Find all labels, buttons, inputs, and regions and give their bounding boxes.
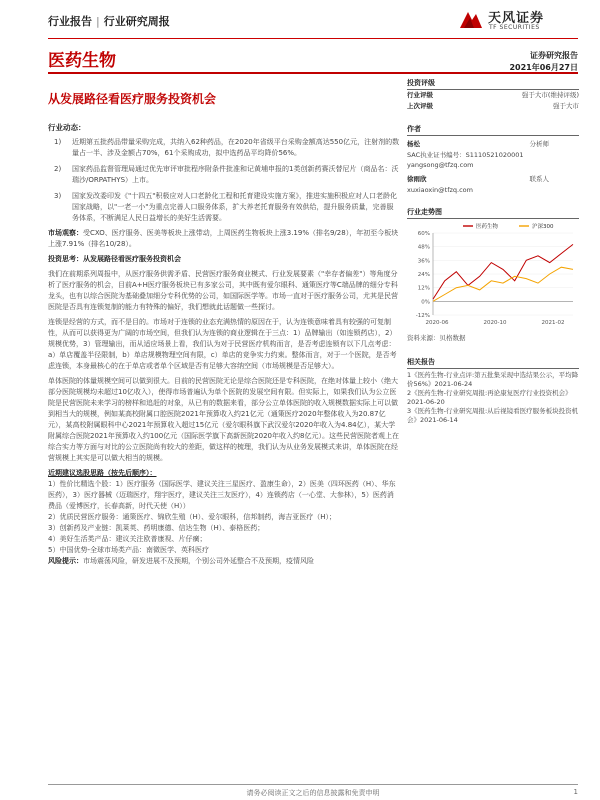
chart-heading: 行业走势图 (407, 207, 579, 219)
dynamics-heading: 行业动态： (48, 123, 86, 132)
y-tick-label: 24% (417, 272, 430, 278)
market-text: 受CXO、医疗服务、医美等板块上涨带动，上周医药生物板块上涨3.19%（排名9/28），年初至今板块上涨7.91%（排名10/28）。 (48, 229, 399, 248)
related-report-link[interactable]: 1《医药生物-行业点评:第五批集采现中选结果公示，平均降价56%》2021-06-24 (407, 371, 579, 388)
item-text: 国家药品监督管理局通过优先审评审批程序附条件批准和记黄埔申报的1类创新药赛沃替尼片（商品名：沃瑞沙/ORPATHYS）上市。 (72, 165, 399, 184)
x-tick-label: 2020-06 (425, 320, 449, 326)
brand-logo (458, 4, 568, 34)
y-tick-label: 60% (417, 231, 430, 237)
y-tick-label: 36% (417, 258, 430, 265)
item-text: 近期第五批药品带量采购完成，共纳入62种药品，在2020年省级平台采购金额高达550亿元，注射剂的数量占一半、涉及金额占70%，61个采购成功，拟中选药品平均降价56%。 (72, 138, 400, 157)
rating-label: 行业评级 (407, 91, 433, 99)
doc-date: 2021年06月27日 (509, 63, 578, 72)
dynamics-item (48, 164, 400, 186)
thinking-title: 从发展路径看医疗服务投资机会 (83, 255, 181, 263)
brand-name-en: TF SECURITIES (489, 24, 540, 31)
author-role: 联系人 (529, 175, 549, 183)
related-heading: 相关报告 (407, 357, 579, 369)
author-name: 徐雨欣 (407, 175, 427, 183)
author-email: xuxiaoxin@tfzq.com (407, 186, 473, 194)
market-paragraph (48, 228, 400, 250)
report-subtitle: 从发展路径看医疗服务投资机会 (48, 92, 217, 106)
author-cert: SAC执业证书编号：S1110521020001 (407, 151, 524, 159)
related-report-link[interactable]: 2《医药生物-行业研究周报:再论康复医疗行业投资机会》2021-06-20 (407, 389, 572, 406)
thinking-label: 投资思考： (48, 255, 83, 263)
author-row (407, 174, 579, 185)
brand-mark-icon (458, 6, 484, 32)
x-tick-label: 2020-10 (483, 320, 507, 326)
risk-label: 风险提示： (48, 557, 83, 565)
brand-name-cn: 天风证券 (488, 11, 545, 26)
trend-chart (407, 219, 579, 329)
pick-item: 1）性价比精选个股：1）医疗服务（国际医学、建议关注三星医疗、盈康生命），2）医美（四环医药（H）、华东医药），3）医疗器械（迈瑞医疗，翔宇医疗，建议关注三友医疗），4）连锁药店（一心堂、大参林），5）医药消费品（爱博医疗，长春高新，时代天使（H）） (48, 480, 396, 510)
page-title: 医药生物 (48, 51, 116, 71)
y-tick-label: 12% (417, 285, 430, 292)
rating-value: 强于大市(维持评级) (521, 91, 579, 99)
x-tick-label: 2021-02 (541, 320, 565, 326)
author-name: 杨松 (407, 140, 420, 148)
thinking-heading (48, 254, 400, 265)
series-line-2 (433, 267, 573, 301)
risk-text: 市场震荡风险，研发进展不及预期，个别公司外延整合不及预期，疫情风险 (83, 557, 314, 565)
item-number: 3) (54, 192, 62, 200)
pick-item: 4）美好生活类产品：建议关注欧普康视、片仔癀； (48, 535, 207, 543)
legend-label: 沪深300 (532, 224, 554, 230)
chart-source: 资料来源：贝格数据 (407, 334, 466, 342)
category-label: 行业报告 (48, 15, 92, 28)
market-label: 市场观察： (48, 229, 83, 237)
risk-paragraph (48, 556, 400, 567)
title-divider (48, 72, 578, 74)
author-email: yangsong@tfzq.com (407, 161, 474, 169)
item-number: 2) (54, 165, 62, 173)
rating-heading: 投资评级 (407, 78, 579, 90)
related-report-link[interactable]: 3《医药生物-行业研究周报:从后视镜看医疗服务板块投资机会》2021-06-14 (407, 407, 579, 424)
picks-heading: 近期建议选股思路（按先后顺序）： (48, 469, 157, 477)
prev-rating-value: 强于大市 (553, 102, 579, 110)
category-separator: | (96, 15, 100, 28)
category-sub-label: 行业研究周报 (103, 15, 170, 28)
sidebar (407, 78, 579, 425)
footer-divider (48, 784, 578, 785)
dynamics-item (48, 137, 400, 159)
y-tick-label: -12% (415, 313, 430, 319)
series-line-1 (433, 244, 573, 299)
footer-disclaimer: 请务必阅读正文之后的信息披露和免责申明 (246, 789, 380, 797)
header-divider (48, 38, 578, 39)
body-paragraph: 我们在前期系列周报中，从医疗服务供需矛盾、民营医疗服务商业模式、行业发展要素（"幸存者偏差"）等角度分析了医疗服务的机会，目前A+H医疗服务板块已有多家公司，其中既有爱尔眼科、通策医疗等C端品牌的细分专科龙头，也有以综合医院为基础叠加细分专科优势的公司，如国际医学等。市场一直对于医疗服务公司，尤其是民营医院是否具有连锁复制的能力有特殊的偏好，我们想就此话题做一些探讨。 (48, 270, 398, 311)
report-header (48, 10, 568, 38)
rating-row (407, 90, 579, 101)
pick-item: 3）创新药及产业链：凯莱英、药明康德、信达生物（H）、泰格医药； (48, 524, 265, 532)
pick-item: 2）优质民营医疗服务：通策医疗、锦欣生殖（H）、爱尔眼科，信邦制药，海吉亚医疗（H）； (48, 513, 336, 521)
legend-label: 医药生物 (476, 224, 499, 230)
page-number: 1 (573, 788, 578, 796)
authors-heading: 作者 (407, 124, 579, 136)
item-text: 国家发改委印发《"十四五"积极应对人口老龄化工程和托育建设实施方案》，推进实施积极应对人口老龄化国家战略，以"一老一小"为重点完善人口服务体系，扩大养老托育服务有效供给，提升服务质量，完善服务体系，不断满足人民日益增长的美好生活需要。 (72, 192, 397, 222)
body-paragraph: 单体医院的体量规模空间可以做到很大。目前的民营医院无论是综合医院还是专科医院，在绝对体量上较小（绝大部分医院规模均未超过10亿收入），使得市场普遍认为单个医院的发展空间有限。但实际上，如果我们认为公立医院是民营医院未来学习的榜样和追赶的对象，从已有的数据来看，部分公立单体医院的收入规模数据实际上可以做到相当大的规模，例如某高校附属口腔医院2021年预算收入约21亿元（通策医疗2020年整体收入为20.87亿元），某高校附属眼科中心2021年预算收入超过15亿元（爱尔眼科旗下武汉爱尔2020年收入为4.84亿），某大学附属综合医院2021年预算收入约100亿元（国际医学旗下高新医院2020年收入约8亿元）。这些民营医院者观上在综合实力等方面与对比的公立医院尚有较大的差距，做这样的梳理，我们认为从业务发展模式来讲，单体医院在经营规模上其实是可以做大相当的规模。 (48, 377, 399, 462)
author-row (407, 139, 579, 150)
prev-rating-row (407, 101, 579, 112)
body-paragraph: 连锁是经营的方式，而不是目的。市场对于连锁的业态充满热情的原因在于，认为连锁意味着具有较强的可复制性，从而可以获得更为广阔的市场空间，但我们认为连锁的商业逻辑在于三点：1）品牌输出（如连锁药店），2）规模优势，3）管理输出，而从适应场景上看，我们认为对于民营医疗机构而言，是否考虑连锁有以下几点考虑：a）单店覆盖半径限制，b）单店规模物理空间有限，c）单店的竞争实力约束。整体而言，对于一个医院，是否考虑连锁，本身最核心的在于单店或者单个区域是否有足够大容纳空间（市场规模是否足够大）。 (48, 318, 397, 370)
doc-type: 证券研究报告 (530, 51, 578, 60)
pick-item: 5）中国优势-全球市场类产品：南微医学、英科医疗 (48, 546, 209, 554)
y-tick-label: 0% (421, 299, 430, 306)
report-category (48, 13, 170, 29)
author-role: 分析师 (529, 140, 549, 148)
main-content (48, 122, 400, 567)
item-number: 1) (54, 138, 62, 146)
y-tick-label: 48% (417, 244, 430, 251)
prev-rating-label: 上次评级 (407, 102, 433, 110)
dynamics-item (48, 191, 400, 224)
